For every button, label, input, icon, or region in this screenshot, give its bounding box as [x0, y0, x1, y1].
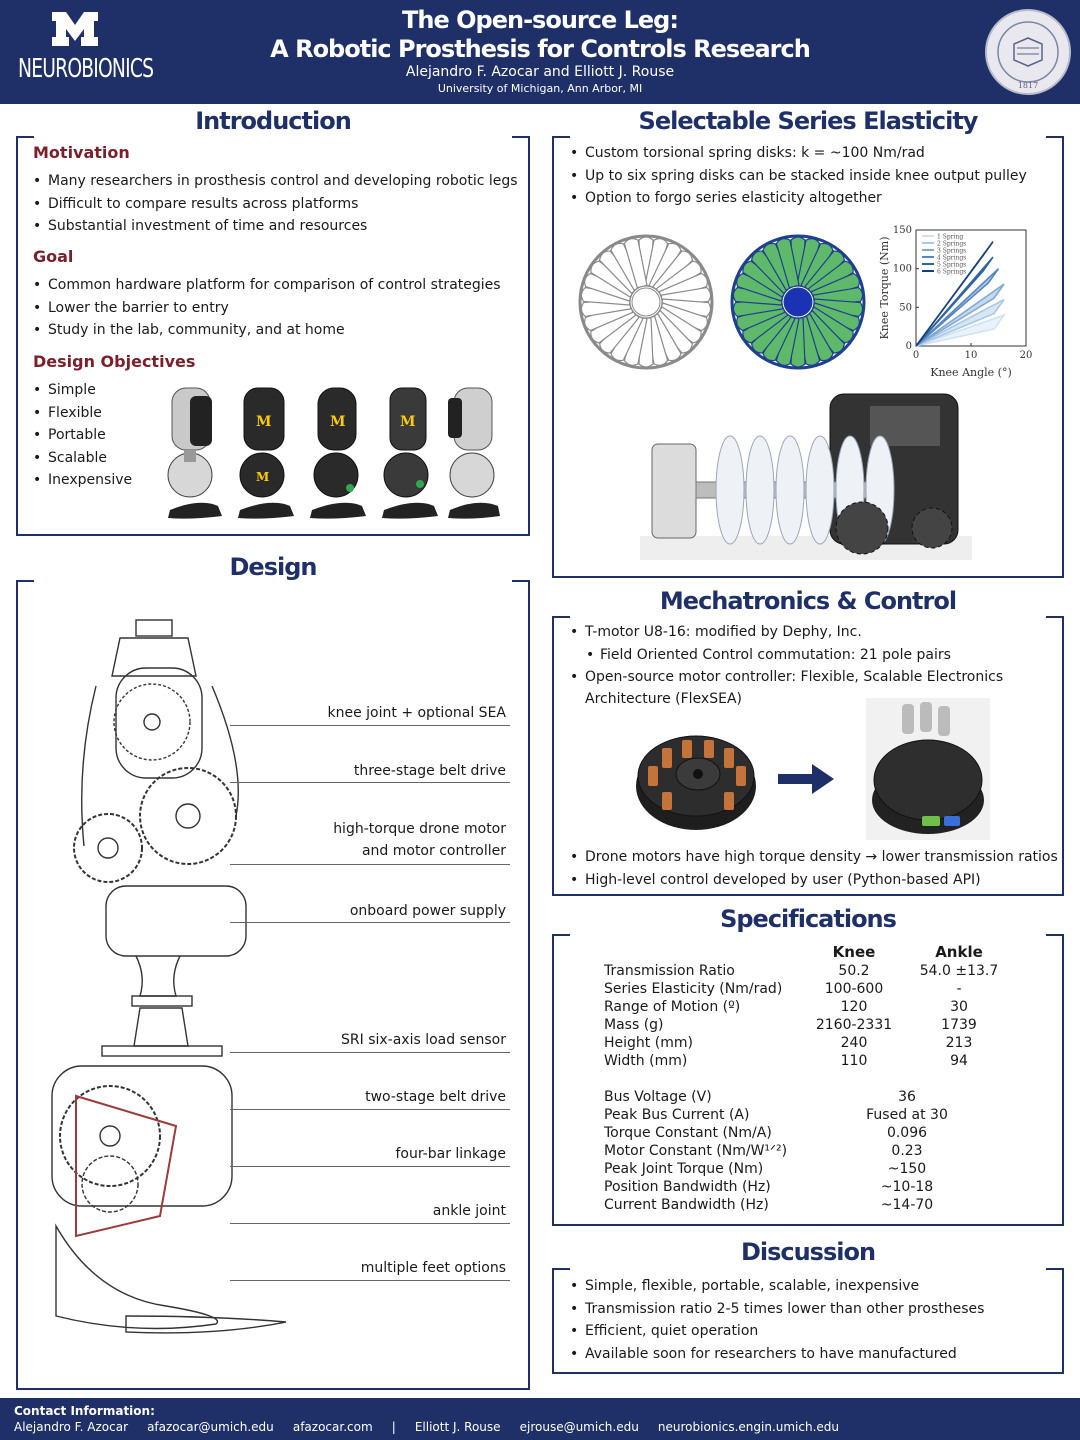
list-item: • Simple, flexible, portable, scalable, inexpensive [570, 1275, 984, 1298]
table-row: Current Bandwidth (Hz) ~14-70 [604, 1197, 934, 1213]
table-row: Height (mm) 240 213 [604, 1035, 973, 1051]
contact-heading: Contact Information: [14, 1404, 155, 1418]
list-item: • Substantial investment of time and resources [33, 215, 518, 238]
flexsea-actuator-image [866, 698, 990, 840]
mechatronics-continuation: Architecture (FlexSEA) [585, 691, 742, 707]
leader-line [230, 1109, 510, 1110]
sse-list [570, 142, 1027, 210]
y-axis-label: Knee Torque (Nm) [878, 236, 891, 340]
list-item: • Drone motors have high torque density → lower transmission ratios [570, 846, 1058, 869]
university-seal-icon [984, 8, 1072, 96]
list-item: • Efficient, quiet operation [570, 1320, 984, 1343]
y-tick-label: 50 [899, 302, 912, 314]
torque-angle-chart [872, 222, 1038, 382]
col-knee-header: Knee [832, 943, 876, 961]
sse-title: Selectable Series Elasticity [638, 107, 978, 135]
prosthesis-render-2 [238, 388, 294, 519]
leader-line [230, 922, 510, 923]
label-two-stage-belt: two-stage belt drive [365, 1089, 506, 1105]
table-row: Mass (g) 2160-2331 1739 [604, 1017, 977, 1033]
contact-line: Alejandro F. Azocar afazocar@umich.edu afazocar.com | Elliott J. Rouse ejrouse@umich.edu neurobionics.engin.umich.edu [14, 1420, 840, 1434]
label-knee-joint: knee joint + optional SEA [327, 705, 506, 721]
authors: Alejandro F. Azocar and Elliott J. Rouse [405, 64, 675, 80]
affiliation: University of Michigan, Ann Arbor, MI [437, 82, 643, 95]
legend-label: 5 Springs [937, 261, 967, 269]
discussion-title: Discussion [740, 1238, 876, 1266]
four-bar-linkage [76, 1096, 176, 1236]
table-row: Motor Constant (Nm/W¹ᐟ²) 0.23 [604, 1143, 923, 1159]
label-power-supply: onboard power supply [349, 903, 506, 919]
battery-housing [106, 886, 246, 956]
list-item: • Lower the barrier to entry [33, 297, 501, 320]
list-item: • Many researchers in prosthesis control and developing robotic legs [33, 170, 518, 193]
objectives-list [33, 379, 132, 492]
x-tick-label: 0 [912, 350, 920, 361]
label-ankle-joint: ankle joint [432, 1203, 506, 1219]
col-ankle-header: Ankle [935, 943, 983, 961]
ankle-housing [52, 1066, 232, 1206]
legend-label: 2 Springs [937, 240, 967, 248]
list-item: • Common hardware platform for comparison of control strategies [33, 274, 501, 297]
table-header-row [604, 942, 1012, 962]
arrow-right-icon [778, 762, 834, 796]
list-item: • High-level control developed by user (Python-based API) [570, 869, 1058, 892]
poster-header [0, 0, 1080, 104]
contact-footer [0, 1398, 1080, 1440]
table-row: Width (mm) 110 94 [604, 1053, 968, 1069]
leader-line [230, 864, 510, 865]
mechatronics-list-top [570, 621, 1003, 689]
table-row: Range of Motion (º) 120 30 [604, 999, 968, 1015]
leader-line [230, 1052, 510, 1053]
leader-line [230, 1166, 510, 1167]
label-feet-options: multiple feet options [360, 1260, 506, 1276]
prosthetic-foot [56, 1226, 217, 1329]
list-item: • Option to forgo series elasticity altogether [570, 187, 1027, 210]
list-item: • Simple [33, 379, 132, 402]
legend-label: 4 Springs [937, 254, 967, 262]
motivation-list [33, 170, 518, 238]
leader-line [230, 1280, 510, 1281]
motivation-heading: Motivation [33, 143, 130, 162]
prosthesis-renders-image [160, 380, 505, 530]
leader-line [230, 782, 510, 783]
table-row: Bus Voltage (V) 36 [604, 1089, 916, 1105]
x-tick-label: 10 [964, 350, 978, 361]
legend-label: 1 Spring [937, 233, 964, 241]
table-row: Transmission Ratio 50.2 54.0 ±13.7 [604, 963, 999, 979]
legend-label: 6 Springs [937, 268, 967, 276]
legend-label: 3 Springs [937, 247, 967, 255]
list-item: • Portable [33, 424, 132, 447]
list-item: • T-motor U8-16: modified by Dephy, Inc. [570, 621, 1003, 644]
y-tick-label: 150 [892, 225, 912, 236]
table-row: Peak Joint Torque (Nm) ~150 [604, 1161, 927, 1177]
leader-line [230, 725, 510, 726]
specs-table [604, 942, 1012, 1214]
goal-heading: Goal [33, 247, 74, 266]
table-row: Peak Bus Current (A) Fused at 30 [604, 1107, 948, 1123]
list-item: • Custom torsional spring disks: k = ~100 Nm/rad [570, 142, 1027, 165]
poster-title-line1: The Open-source Leg: [402, 6, 678, 34]
svg-text:M: M [330, 414, 346, 430]
pyramid-adapter [136, 620, 172, 636]
label-four-bar: four-bar linkage [395, 1146, 506, 1162]
list-item: • Field Oriented Control commutation: 21 pole pairs [570, 644, 1003, 667]
table-row: Torque Constant (Nm/A) 0.096 [604, 1125, 928, 1141]
prosthesis-render-5 [448, 388, 500, 519]
leader-line [230, 1223, 510, 1224]
poster-title-line2: A Robotic Prosthesis for Controls Research [270, 35, 810, 63]
svg-text:M: M [400, 414, 416, 430]
list-item: • Open-source motor controller: Flexible, Scalable Electronics [570, 666, 1003, 689]
mechatronics-title: Mechatronics & Control [659, 587, 957, 615]
goal-list [33, 274, 501, 342]
neurobionics-logo-text: NEUROBIONICS [18, 54, 154, 84]
knee-pulley [114, 684, 190, 760]
table-row: Position Bandwidth (Hz) ~10-18 [604, 1179, 934, 1195]
label-load-sensor: SRI six-axis load sensor [341, 1032, 506, 1048]
spring-disk-gray-image [576, 232, 716, 372]
list-item: • Transmission ratio 2-5 times lower than other prostheses [570, 1298, 984, 1321]
y-tick-label: 0 [905, 341, 912, 352]
prosthesis-render-1 [168, 388, 222, 519]
spring-disk-colored-image [728, 232, 868, 372]
label-three-stage-belt: three-stage belt drive [353, 763, 506, 779]
table-spacer [604, 1070, 1012, 1088]
list-item: • Scalable [33, 447, 132, 470]
svg-text:M: M [256, 414, 272, 430]
svg-text:M: M [256, 470, 270, 484]
y-tick-label: 100 [892, 263, 912, 275]
objectives-heading: Design Objectives [33, 352, 196, 371]
load-cell [134, 1008, 188, 1046]
prosthesis-render-4 [382, 388, 438, 519]
t-motor-image [632, 722, 760, 834]
label-motor-controller: and motor controller [361, 843, 506, 859]
spring-stack-assembly-image [640, 386, 972, 562]
x-tick-label: 20 [1019, 350, 1033, 361]
list-item: • Difficult to compare results across platforms [33, 193, 518, 216]
table-row: Series Elasticity (Nm/rad) 100-600 - [604, 981, 962, 997]
list-item: • Inexpensive [33, 469, 132, 492]
list-item: • Flexible [33, 402, 132, 425]
list-item: • Up to six spring disks can be stacked inside knee output pulley [570, 165, 1027, 188]
prosthesis-render-3 [310, 388, 366, 519]
belt-pulley [140, 768, 236, 864]
label-drone-motor: high-torque drone motor [333, 821, 506, 837]
seal-year: 1817 [1017, 81, 1039, 90]
list-item: • Study in the lab, community, and at home [33, 319, 501, 342]
design-title: Design [229, 553, 317, 581]
x-axis-label: Knee Angle (°) [930, 366, 1012, 379]
list-item: • Available soon for researchers to have manufactured [570, 1343, 984, 1366]
specs-title: Specifications [720, 905, 896, 933]
discussion-list [570, 1275, 984, 1365]
mechatronics-list-bottom [570, 846, 1058, 891]
introduction-title: Introduction [195, 107, 351, 135]
